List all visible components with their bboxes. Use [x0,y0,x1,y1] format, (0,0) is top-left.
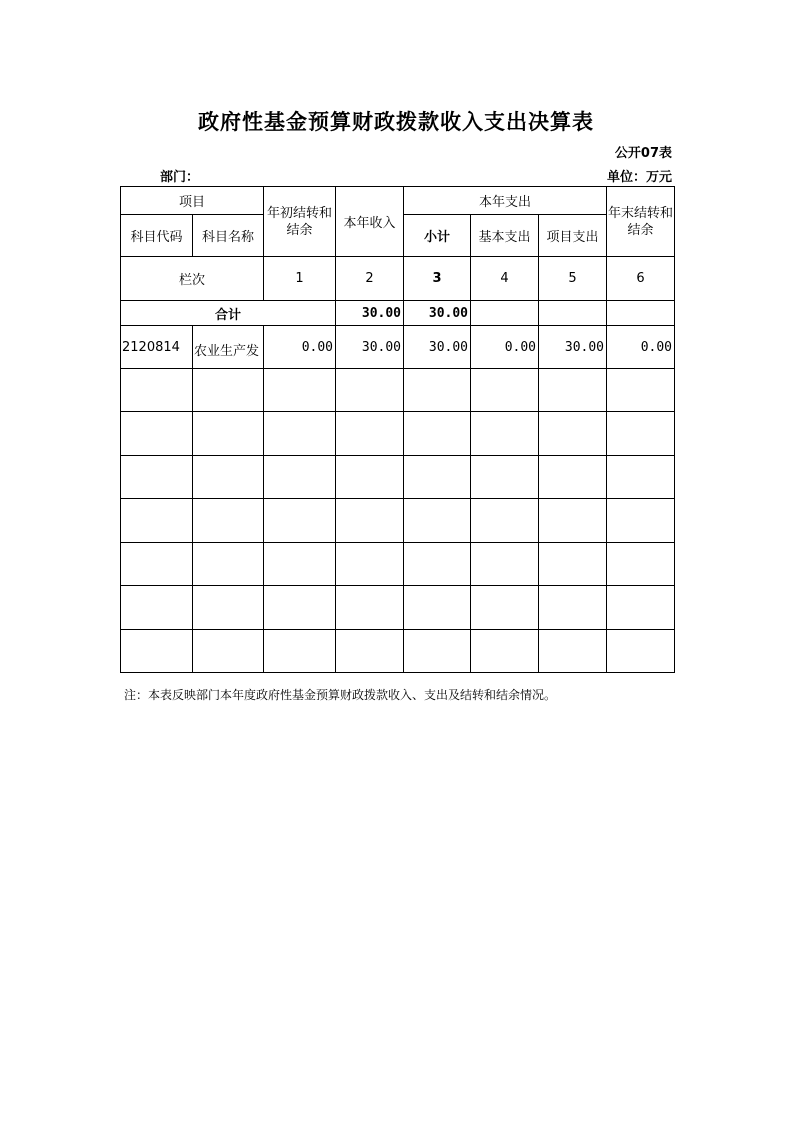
header-item: 项目 [121,187,264,215]
row-begin-balance: 0.00 [264,326,336,369]
row-income: 30.00 [336,326,404,369]
total-row [121,301,675,326]
total-income: 30.00 [336,301,404,326]
row-basic: 0.00 [471,326,539,369]
column-number: 5 [539,257,607,301]
empty-row [121,456,675,499]
total-project [539,301,607,326]
total-basic [471,301,539,326]
page-title: 政府性基金预算财政拨款收入支出决算表 [198,110,594,134]
empty-row [121,369,675,412]
empty-row [121,630,675,673]
header-expense: 本年支出 [404,187,607,215]
row-subtotal: 30.00 [404,326,471,369]
row-name: 农业生产发 [193,326,264,369]
empty-row [121,586,675,630]
header-code: 科目代码 [121,215,193,257]
total-end-balance [607,301,675,326]
header-end-balance: 年末结转和结余 [607,187,675,257]
column-number-row [121,257,675,301]
row-project: 30.00 [539,326,607,369]
empty-row [121,412,675,456]
department-label: 部门： [160,170,200,185]
row-end-balance: 0.00 [607,326,675,369]
unit-label: 单位：万元 [606,170,672,185]
header-project: 项目支出 [539,215,607,257]
form-number: 公开07表 [614,146,672,161]
header-income: 本年收入 [336,187,404,257]
column-row-label: 栏次 [121,257,264,301]
header-name: 科目名称 [193,215,264,257]
total-label: 合计 [121,301,336,326]
header-row-1 [121,187,675,215]
column-number: 3 [404,257,471,301]
header-subtotal: 小计 [404,215,471,257]
column-number: 6 [607,257,675,301]
column-number: 1 [264,257,336,301]
row-code: 2120814 [121,326,193,369]
budget-table [120,186,675,673]
column-number: 4 [471,257,539,301]
empty-row [121,543,675,586]
total-subtotal: 30.00 [404,301,471,326]
header-basic: 基本支出 [471,215,539,257]
column-number: 2 [336,257,404,301]
empty-row [121,499,675,543]
header-begin-balance: 年初结转和结余 [264,187,336,257]
footnote: 注：本表反映部门本年度政府性基金预算财政拨款收入、支出及结转和结余情况。 [124,688,557,702]
table-row [121,326,675,369]
